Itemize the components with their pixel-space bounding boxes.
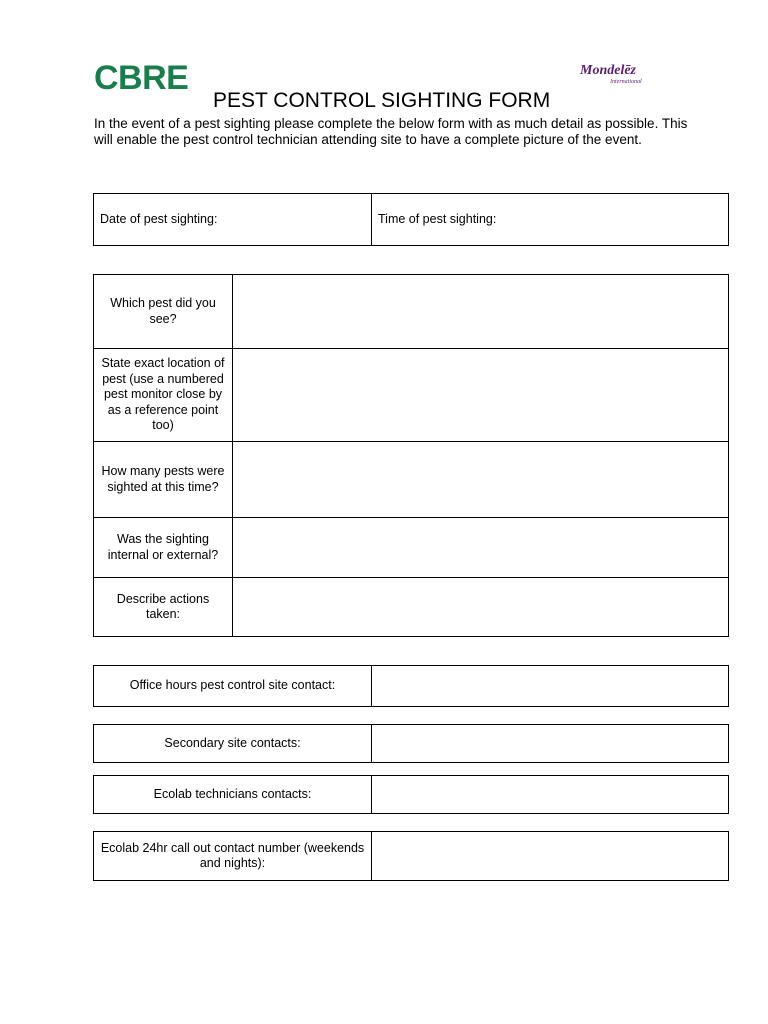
- contact-label: Ecolab 24hr call out contact number (weekends and nights):: [94, 832, 372, 881]
- location-field[interactable]: [233, 349, 729, 442]
- contact-label: Ecolab technicians contacts:: [94, 776, 372, 814]
- mondelez-logo: [580, 64, 664, 94]
- secondary-contact-field[interactable]: [372, 725, 729, 763]
- page-title: PEST CONTROL SIGHTING FORM: [213, 89, 551, 112]
- mondelez-logo-brand: Mondelēz: [580, 63, 636, 78]
- details-label: Which pest did you see?: [94, 275, 233, 349]
- time-label: Time of pest sighting:: [378, 211, 497, 226]
- details-label: How many pests were sighted at this time?: [94, 442, 233, 518]
- actions-taken-field[interactable]: [233, 578, 729, 637]
- time-of-sighting-field[interactable]: [372, 194, 729, 246]
- details-table: [93, 274, 729, 637]
- pest-count-field[interactable]: [233, 442, 729, 518]
- office-contact-table: [93, 665, 729, 707]
- which-pest-field[interactable]: [233, 275, 729, 349]
- callout-contact-table: [93, 831, 729, 881]
- internal-external-field[interactable]: [233, 518, 729, 578]
- contact-label: Secondary site contacts:: [94, 725, 372, 763]
- secondary-contact-table: [93, 724, 729, 763]
- mondelez-logo-sub: International: [610, 79, 642, 85]
- sighting-table: [93, 193, 729, 246]
- contact-label: Office hours pest control site contact:: [94, 666, 372, 707]
- office-contact-field[interactable]: [372, 666, 729, 707]
- ecolab-contact-field[interactable]: [372, 776, 729, 814]
- callout-contact-field[interactable]: [372, 832, 729, 881]
- details-label: Describe actions taken:: [94, 578, 233, 637]
- date-of-sighting-field[interactable]: [94, 194, 372, 246]
- intro-text: In the event of a pest sighting please complete the below form with as much detail as possible. This will enable the pest control technician attending site to have a complete picture of the event.: [94, 116, 688, 147]
- cbre-logo: CBRE: [94, 59, 189, 97]
- date-label: Date of pest sighting:: [100, 211, 218, 226]
- details-label: State exact location of pest (use a numbered pest monitor close by as a reference point too): [94, 349, 233, 442]
- details-label: Was the sighting internal or external?: [94, 518, 233, 578]
- ecolab-contact-table: [93, 775, 729, 814]
